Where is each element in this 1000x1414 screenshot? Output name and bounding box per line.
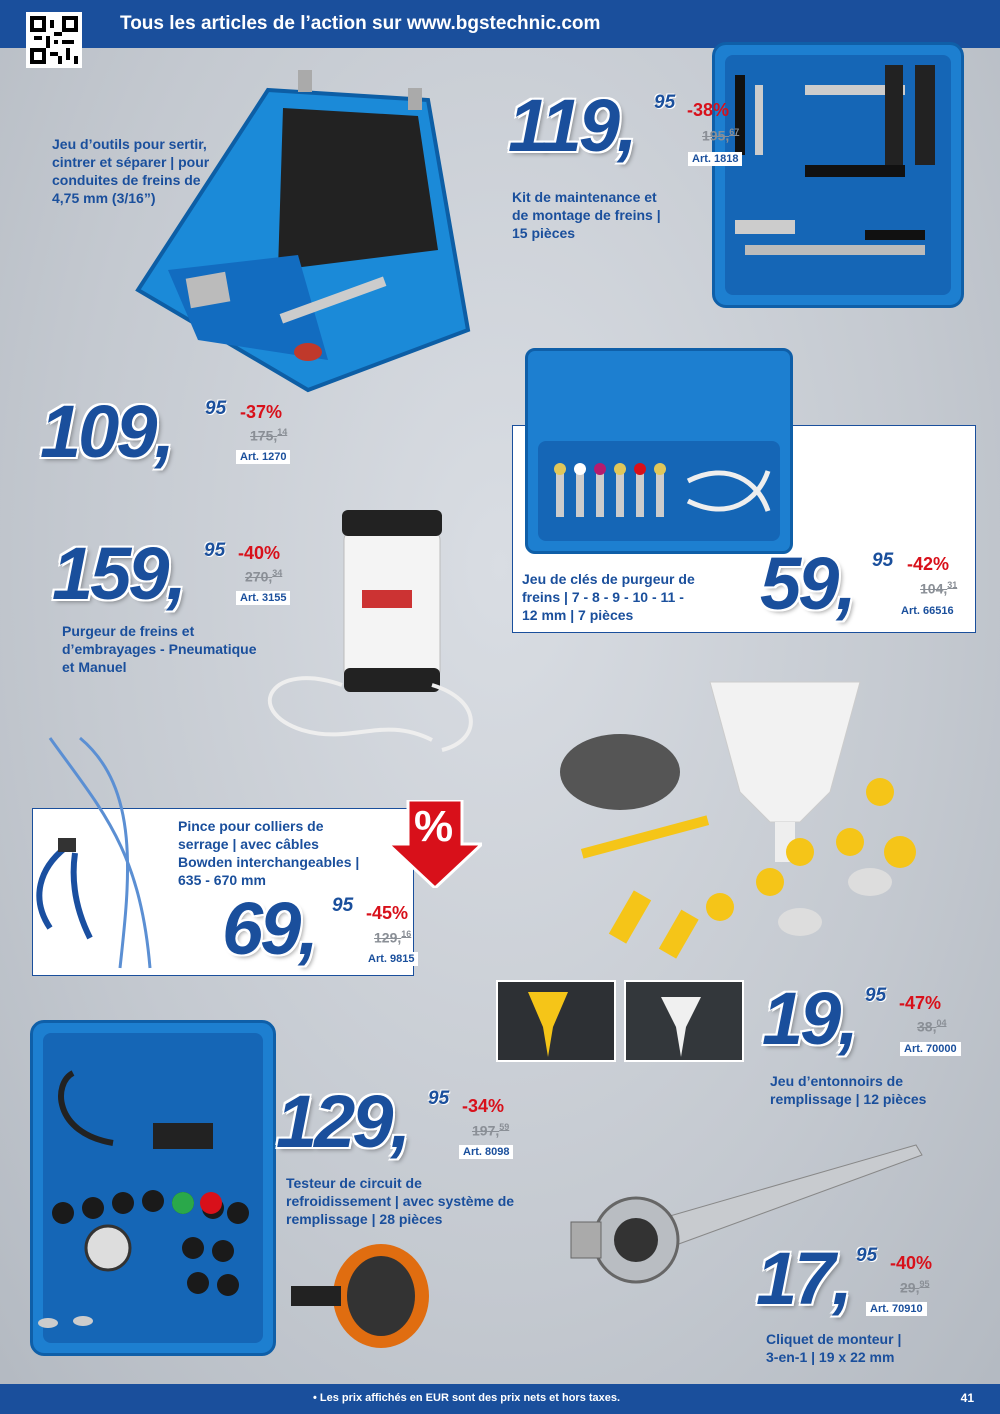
price-main: 17, [756,1237,850,1320]
product-desc-line: conduites de freins de [52,172,201,188]
funnel-set-image [560,662,970,962]
price-cents: 95 [204,540,226,561]
discount-percent: -34% [462,1096,505,1116]
product-desc-line: 12 mm | 7 pièces [522,607,634,623]
footer-note: • Les prix affichés en EUR sont des prix nets et hors taxes. [313,1392,621,1404]
price-cents: 95 [654,92,676,113]
discount-percent: -37% [240,402,283,422]
article-number[interactable]: Art. 70910 [866,1302,927,1316]
old-price-cents: 95 [919,1279,930,1289]
discount-percent: -45% [366,903,409,923]
product-desc-line: d’embrayages - Pneumatique [62,641,257,657]
product-desc-line: Jeu de clés de purgeur de [522,571,695,587]
price-main: 69, [222,887,316,970]
product-desc-line: serrage | avec câbles [178,836,319,852]
price-main: 109, [40,390,173,473]
product-desc-line: Pince pour colliers de [178,818,324,834]
old-price-main: 175, [250,427,278,444]
discount-percent: -40% [890,1253,933,1273]
price-cents: 95 [872,550,894,571]
product-desc-line: Cliquet de monteur | [766,1331,902,1347]
old-price-main: 104, [920,580,948,597]
price-main: 59, [760,542,854,625]
product-description [178,817,398,889]
brake-maintenance-kit-image [712,42,964,308]
radiator-adapter-image [286,1236,446,1356]
old-price-cents: 59 [499,1122,510,1132]
old-price [250,427,287,444]
product-desc-line: et Manuel [62,659,127,675]
price-cents: 95 [205,398,227,419]
old-price [374,929,411,946]
header-title[interactable]: Tous les articles de l’action sur www.bgstechnic.com [120,13,601,34]
article-number[interactable]: Art. 8098 [459,1145,513,1159]
discount-percent: -38% [687,100,730,120]
discount-percent: -40% [238,543,281,563]
price-tag [508,84,768,167]
price-tag [222,887,432,970]
old-price-main: 38, [917,1018,937,1035]
old-price [920,580,957,597]
product-description [286,1174,566,1228]
product-description [52,135,282,207]
product-desc-line: Purgeur de freins et [62,623,195,639]
product-desc-line: Jeu d’outils pour sertir, [52,136,207,152]
product-desc-line: refroidissement | avec système de [286,1193,515,1209]
price-main: 119, [508,84,635,167]
article-number[interactable]: Art. 66516 [897,604,958,618]
product-desc-line: de montage de freins | [512,207,661,223]
price-main: 19, [762,977,856,1060]
article-number[interactable]: Art. 9815 [364,952,418,966]
old-price [702,127,739,144]
article-number[interactable]: Art. 1270 [236,450,290,464]
article-number[interactable]: Art. 1818 [688,152,742,166]
old-price-cents: 34 [272,568,283,578]
old-price-cents: 67 [729,127,740,137]
product-desc-line: freins | 7 - 8 - 9 - 10 - 11 - [522,589,684,605]
old-price-main: 129, [374,929,402,946]
product-desc-line: Kit de maintenance et [512,189,657,205]
product-description [512,188,712,242]
old-price-cents: 14 [277,427,288,437]
product-description [770,1072,970,1108]
product-desc-line: remplissage | 12 pièces [770,1091,927,1107]
cooling-tester-case-image [30,1020,276,1356]
old-price-main: 270, [245,568,273,585]
price-tag [762,977,972,1060]
discount-percent: -42% [907,554,950,574]
qr-code-icon[interactable] [26,12,82,68]
old-price-main: 197, [472,1122,500,1139]
price-cents: 95 [865,985,887,1006]
funnel-usage-photo-2 [624,980,744,1062]
old-price [472,1122,509,1139]
article-number[interactable]: Art. 3155 [236,591,290,605]
old-price-main: 29, [900,1279,920,1296]
product-desc-line: 635 - 670 mm [178,872,266,888]
page-footer [0,1384,1000,1414]
old-price [917,1018,946,1035]
bleeder-wrench-case-image [525,348,793,554]
price-tag [756,1237,966,1320]
old-price-main: 195, [702,127,730,144]
product-description [766,1330,966,1366]
product-desc-line: Testeur de circuit de [286,1175,422,1191]
product-desc-line: remplissage | 28 pièces [286,1211,443,1227]
product-desc-line: 4,75 mm (3/16”) [52,190,156,206]
brake-line-tool-case-image [128,60,490,400]
product-description [522,570,742,624]
price-tag [40,390,300,473]
old-price [900,1279,929,1296]
product-desc-line: 3-en-1 | 19 x 22 mm [766,1349,895,1365]
old-price-cents: 16 [401,929,412,939]
price-cents: 95 [428,1088,450,1109]
price-cents: 95 [332,895,354,916]
qr-code-graphic [30,16,78,64]
price-tag [760,542,970,625]
page-header [0,0,1000,48]
price-main: 159, [52,532,185,615]
product-desc-line: Bowden interchangeables | [178,854,360,870]
promo-percent-icon [388,800,482,888]
old-price-cents: 31 [947,580,958,590]
hose-clamp-pliers-image [20,728,170,988]
page-number: 41 [960,1391,974,1405]
product-desc-line: cintrer et séparer | pour [52,154,210,170]
discount-percent: -47% [899,993,942,1013]
funnel-usage-photo-1 [496,980,616,1062]
price-tag [276,1080,526,1163]
price-cents: 95 [856,1245,878,1266]
promo-percent-label: % [414,802,454,851]
old-price-cents: 04 [936,1018,947,1028]
brake-bleeder-image [232,500,502,760]
article-number[interactable]: Art. 70000 [900,1042,961,1056]
product-desc-line: 15 pièces [512,225,576,241]
price-main: 129, [276,1080,409,1163]
product-desc-line: Jeu d’entonnoirs de [770,1073,904,1089]
